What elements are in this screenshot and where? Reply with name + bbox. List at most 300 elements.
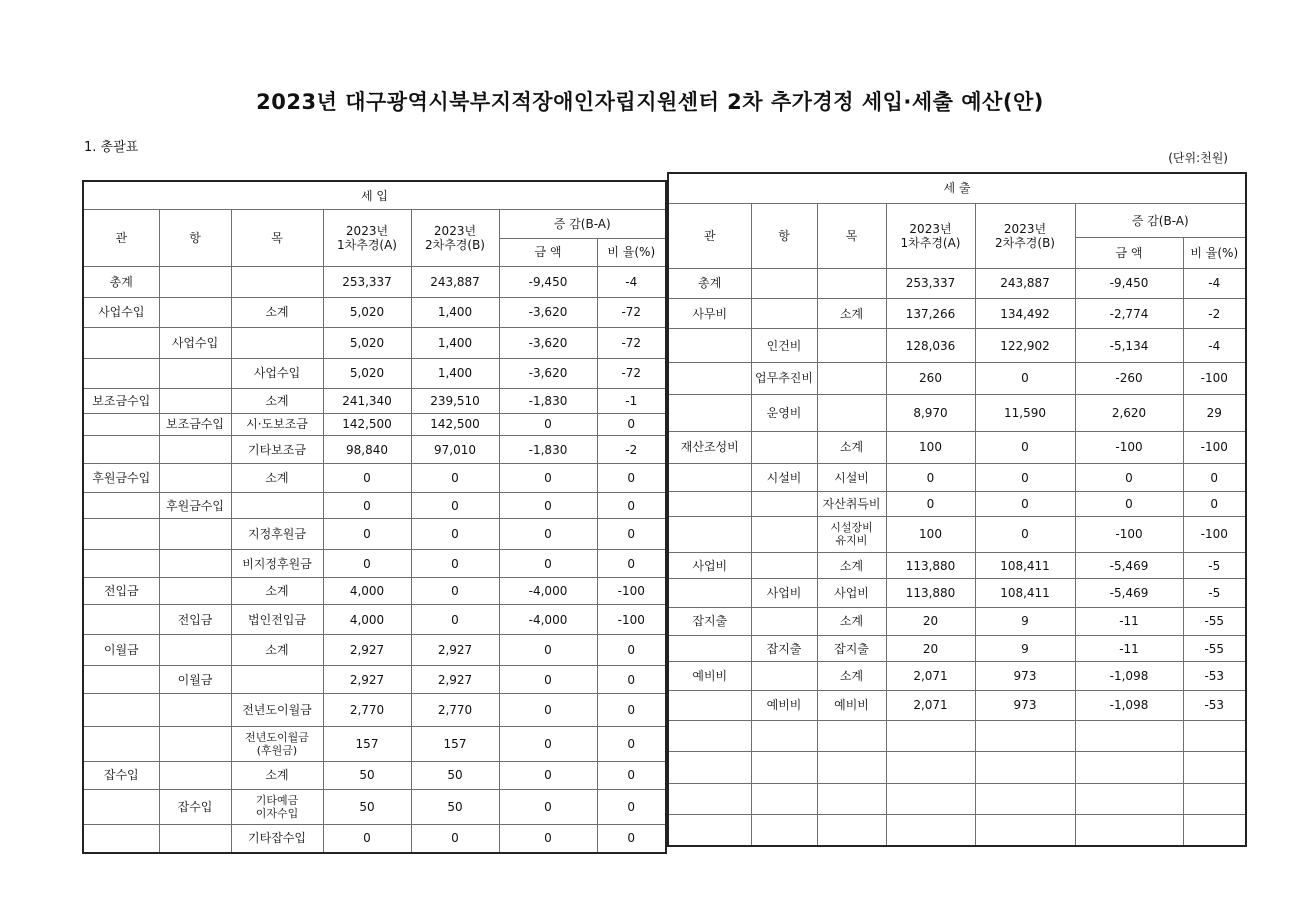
cell-budget-b: 0	[975, 463, 1075, 491]
header-amount: 금 액	[499, 238, 597, 267]
cell-budget-b: 9	[975, 607, 1075, 635]
cell-mok: 소계	[817, 662, 886, 690]
cell-hang	[751, 516, 817, 552]
cell-budget-a: 0	[323, 464, 411, 493]
cell-budget-a: 113,880	[886, 579, 975, 607]
cell-gwan	[83, 790, 159, 825]
cell-rate: -2	[597, 435, 666, 464]
empty-row	[668, 814, 1246, 846]
cell-rate: -55	[1183, 635, 1246, 661]
table-row	[83, 492, 666, 518]
cell-rate: -100	[1183, 362, 1246, 394]
cell-budget-a: 8,970	[886, 395, 975, 431]
cell-hang: 잡지출	[751, 635, 817, 661]
cell-rate: 0	[597, 549, 666, 578]
header-budget-a: 2023년 1차추경(A)	[323, 210, 411, 267]
cell-budget-a: 5,020	[323, 297, 411, 328]
cell-budget-b: 157	[411, 727, 499, 762]
cell-budget-b: 11,590	[975, 395, 1075, 431]
cell-budget-b: 0	[411, 824, 499, 853]
table-row	[668, 607, 1246, 635]
cell-mok: 소계	[817, 552, 886, 578]
cell-budget-a: 137,266	[886, 298, 975, 328]
cell-budget-b: 0	[975, 431, 1075, 463]
cell-budget-b: 2,927	[411, 665, 499, 694]
cell-hang	[751, 662, 817, 690]
expense-section-label: 세 출	[668, 173, 1246, 203]
cell-budget-b: 108,411	[975, 552, 1075, 578]
cell-budget-a: 2,927	[323, 635, 411, 666]
cell-hang	[751, 607, 817, 635]
cell-budget-a: 128,036	[886, 329, 975, 362]
cell-rate: 0	[597, 761, 666, 790]
cell-diff: 0	[499, 665, 597, 694]
cell-rate: -100	[1183, 431, 1246, 463]
table-row	[668, 516, 1246, 552]
cell-hang: 인건비	[751, 329, 817, 362]
cell-diff: -260	[1075, 362, 1183, 394]
cell-rate: -100	[597, 578, 666, 604]
cell-hang	[159, 464, 231, 493]
cell-mok	[817, 268, 886, 298]
cell-budget-b: 0	[411, 492, 499, 518]
cell-rate: -2	[1183, 298, 1246, 328]
table-row	[83, 328, 666, 359]
header-hang: 항	[751, 203, 817, 268]
table-row	[83, 464, 666, 493]
cell-diff: -100	[1075, 431, 1183, 463]
cell-budget-a: 0	[323, 549, 411, 578]
cell-rate: -4	[1183, 329, 1246, 362]
cell-diff: -1,098	[1075, 662, 1183, 690]
cell-gwan: 사업수입	[83, 297, 159, 328]
cell-diff: -2,774	[1075, 298, 1183, 328]
cell-mok: 시설비	[817, 463, 886, 491]
cell-diff: 0	[499, 635, 597, 666]
table-row	[668, 298, 1246, 328]
cell-gwan	[83, 727, 159, 762]
cell-rate: -72	[597, 328, 666, 359]
cell-diff: -1,830	[499, 435, 597, 464]
cell-budget-b: 239,510	[411, 389, 499, 413]
empty-row	[668, 752, 1246, 783]
cell-rate: 0	[597, 790, 666, 825]
cell-budget-b: 0	[975, 492, 1075, 516]
cell-diff: 0	[499, 519, 597, 550]
cell-budget-a: 253,337	[886, 268, 975, 298]
cell-rate: 0	[597, 665, 666, 694]
cell-gwan: 이월금	[83, 635, 159, 666]
cell-hang	[159, 549, 231, 578]
expense-table	[667, 172, 1247, 847]
cell-diff: 0	[499, 413, 597, 435]
cell-budget-b: 9	[975, 635, 1075, 661]
cell-hang	[159, 727, 231, 762]
empty-row	[668, 720, 1246, 751]
cell-gwan	[83, 665, 159, 694]
cell-hang: 업무추진비	[751, 362, 817, 394]
cell-hang	[159, 694, 231, 727]
cell-budget-a: 5,020	[323, 358, 411, 389]
cell-mok: 법인전입금	[231, 604, 323, 635]
cell-hang: 이월금	[159, 665, 231, 694]
cell-rate: -72	[597, 358, 666, 389]
cell-budget-b: 973	[975, 662, 1075, 690]
cell-budget-a: 0	[886, 492, 975, 516]
cell-diff: -1,098	[1075, 690, 1183, 720]
cell-hang	[751, 552, 817, 578]
cell-gwan	[668, 516, 751, 552]
cell-mok: 소계	[231, 578, 323, 604]
cell-hang: 시설비	[751, 463, 817, 491]
cell-gwan	[83, 519, 159, 550]
cell-diff: -3,620	[499, 328, 597, 359]
cell-gwan: 잡수입	[83, 761, 159, 790]
cell-hang: 잡수입	[159, 790, 231, 825]
cell-hang	[159, 824, 231, 853]
cell-mok: 시·도보조금	[231, 413, 323, 435]
cell-budget-b: 97,010	[411, 435, 499, 464]
cell-budget-a: 2,927	[323, 665, 411, 694]
cell-budget-a: 4,000	[323, 604, 411, 635]
table-row	[83, 761, 666, 790]
cell-budget-a: 5,020	[323, 328, 411, 359]
table-row	[83, 694, 666, 727]
cell-mok	[817, 362, 886, 394]
cell-rate: 0	[597, 727, 666, 762]
cell-budget-b: 50	[411, 761, 499, 790]
cell-hang	[159, 578, 231, 604]
cell-mok: 전년도이월금 (후원금)	[231, 727, 323, 762]
cell-gwan: 후원금수입	[83, 464, 159, 493]
cell-mok: 소계	[817, 298, 886, 328]
header-change: 증 감(B-A)	[499, 210, 666, 239]
cell-hang	[751, 431, 817, 463]
cell-diff: -9,450	[1075, 268, 1183, 298]
cell-diff: 0	[499, 464, 597, 493]
cell-budget-a: 100	[886, 516, 975, 552]
cell-mok: 예비비	[817, 690, 886, 720]
cell-mok: 시설장비 유지비	[817, 516, 886, 552]
cell-gwan: 전입금	[83, 578, 159, 604]
cell-diff: -100	[1075, 516, 1183, 552]
cell-gwan: 잡지출	[668, 607, 751, 635]
cell-rate: -4	[1183, 268, 1246, 298]
cell-diff: -9,450	[499, 267, 597, 298]
cell-hang	[159, 761, 231, 790]
cell-hang	[159, 358, 231, 389]
cell-hang	[159, 297, 231, 328]
cell-gwan	[668, 362, 751, 394]
cell-rate: 0	[597, 824, 666, 853]
revenue-section-label: 세 입	[83, 181, 666, 210]
cell-budget-a: 241,340	[323, 389, 411, 413]
cell-hang	[159, 519, 231, 550]
table-row	[668, 362, 1246, 394]
cell-rate: -100	[597, 604, 666, 635]
cell-hang	[159, 435, 231, 464]
cell-rate: 0	[597, 492, 666, 518]
header-gwan: 관	[83, 210, 159, 267]
cell-budget-a: 4,000	[323, 578, 411, 604]
header-rate: 비 율(%)	[597, 238, 666, 267]
cell-rate: -55	[1183, 607, 1246, 635]
cell-budget-b: 2,770	[411, 694, 499, 727]
table-row	[83, 435, 666, 464]
cell-diff: 0	[499, 790, 597, 825]
cell-hang: 예비비	[751, 690, 817, 720]
header-budget-a: 2023년 1차추경(A)	[886, 203, 975, 268]
cell-diff: -3,620	[499, 358, 597, 389]
header-rate: 비 율(%)	[1183, 238, 1246, 268]
cell-hang	[159, 267, 231, 298]
table-row	[83, 635, 666, 666]
cell-budget-b: 0	[975, 362, 1075, 394]
table-row	[83, 549, 666, 578]
cell-rate: -53	[1183, 662, 1246, 690]
cell-gwan	[83, 358, 159, 389]
table-row	[83, 790, 666, 825]
cell-diff: 0	[499, 492, 597, 518]
cell-gwan	[668, 579, 751, 607]
cell-gwan	[668, 635, 751, 661]
cell-rate: 0	[597, 519, 666, 550]
cell-gwan	[83, 824, 159, 853]
cell-diff: 0	[499, 549, 597, 578]
cell-hang: 사업수입	[159, 328, 231, 359]
cell-gwan	[83, 492, 159, 518]
empty-row	[668, 783, 1246, 814]
cell-diff: -1,830	[499, 389, 597, 413]
cell-budget-b: 0	[411, 519, 499, 550]
cell-mok: 소계	[231, 635, 323, 666]
cell-budget-a: 50	[323, 761, 411, 790]
cell-rate: -5	[1183, 579, 1246, 607]
table-row	[668, 552, 1246, 578]
cell-budget-a: 157	[323, 727, 411, 762]
cell-mok	[231, 492, 323, 518]
cell-budget-b: 0	[975, 516, 1075, 552]
cell-diff: 0	[499, 694, 597, 727]
cell-rate: -72	[597, 297, 666, 328]
cell-budget-b: 1,400	[411, 297, 499, 328]
cell-diff: 0	[1075, 492, 1183, 516]
cell-budget-a: 98,840	[323, 435, 411, 464]
table-row	[83, 578, 666, 604]
table-row	[83, 519, 666, 550]
cell-mok: 자산취득비	[817, 492, 886, 516]
table-row	[83, 824, 666, 853]
cell-budget-b: 973	[975, 690, 1075, 720]
page-title: 2023년 대구광역시북부지적장애인자립지원센터 2차 추가경정 세입·세출 예산(안)	[256, 90, 1044, 114]
cell-budget-b: 0	[411, 464, 499, 493]
cell-budget-b: 142,500	[411, 413, 499, 435]
cell-gwan	[83, 328, 159, 359]
table-row	[668, 690, 1246, 720]
table-row	[83, 727, 666, 762]
cell-budget-b: 0	[411, 549, 499, 578]
cell-mok: 지정후원금	[231, 519, 323, 550]
cell-gwan	[83, 435, 159, 464]
cell-rate: 0	[597, 464, 666, 493]
header-hang: 항	[159, 210, 231, 267]
table-row	[83, 267, 666, 298]
table-row	[83, 604, 666, 635]
cell-diff: -5,134	[1075, 329, 1183, 362]
cell-hang: 사업비	[751, 579, 817, 607]
cell-budget-b: 134,492	[975, 298, 1075, 328]
cell-mok	[817, 329, 886, 362]
table-row	[668, 579, 1246, 607]
cell-budget-b: 1,400	[411, 358, 499, 389]
cell-budget-b: 108,411	[975, 579, 1075, 607]
cell-rate: 29	[1183, 395, 1246, 431]
header-budget-b: 2023년 2차추경(B)	[975, 203, 1075, 268]
cell-rate: 0	[597, 635, 666, 666]
cell-budget-a: 142,500	[323, 413, 411, 435]
cell-rate: -5	[1183, 552, 1246, 578]
cell-gwan: 예비비	[668, 662, 751, 690]
cell-rate: -4	[597, 267, 666, 298]
cell-budget-b: 122,902	[975, 329, 1075, 362]
cell-budget-a: 100	[886, 431, 975, 463]
table-row	[668, 662, 1246, 690]
cell-diff: 0	[1075, 463, 1183, 491]
cell-mok	[231, 267, 323, 298]
cell-mok: 기타잡수입	[231, 824, 323, 853]
cell-gwan	[668, 329, 751, 362]
cell-budget-b: 243,887	[411, 267, 499, 298]
cell-rate: -1	[597, 389, 666, 413]
cell-diff: 0	[499, 727, 597, 762]
cell-mok: 소계	[231, 389, 323, 413]
cell-hang	[159, 635, 231, 666]
cell-hang: 보조금수입	[159, 413, 231, 435]
cell-budget-a: 260	[886, 362, 975, 394]
cell-rate: 0	[1183, 492, 1246, 516]
cell-gwan	[668, 463, 751, 491]
table-row	[83, 665, 666, 694]
cell-diff: 0	[499, 761, 597, 790]
cell-rate: -53	[1183, 690, 1246, 720]
cell-gwan	[668, 492, 751, 516]
cell-hang	[159, 389, 231, 413]
cell-budget-a: 0	[323, 824, 411, 853]
table-row	[668, 431, 1246, 463]
header-gwan: 관	[668, 203, 751, 268]
cell-mok	[231, 665, 323, 694]
cell-gwan	[83, 694, 159, 727]
cell-hang	[751, 268, 817, 298]
cell-mok: 사업수입	[231, 358, 323, 389]
cell-budget-a: 113,880	[886, 552, 975, 578]
cell-hang	[751, 298, 817, 328]
cell-diff: -4,000	[499, 604, 597, 635]
cell-rate: 0	[597, 694, 666, 727]
cell-rate: 0	[1183, 463, 1246, 491]
table-row	[668, 395, 1246, 431]
cell-budget-b: 2,927	[411, 635, 499, 666]
table-row	[668, 492, 1246, 516]
cell-budget-a: 0	[886, 463, 975, 491]
section-heading: 1. 총괄표	[84, 140, 139, 155]
cell-mok: 소계	[231, 464, 323, 493]
table-row	[668, 463, 1246, 491]
cell-mok: 기타보조금	[231, 435, 323, 464]
cell-diff: 2,620	[1075, 395, 1183, 431]
cell-budget-a: 50	[323, 790, 411, 825]
cell-gwan	[83, 549, 159, 578]
cell-budget-a: 2,770	[323, 694, 411, 727]
cell-mok: 소계	[817, 607, 886, 635]
cell-budget-a: 0	[323, 519, 411, 550]
cell-gwan: 사무비	[668, 298, 751, 328]
cell-mok: 사업비	[817, 579, 886, 607]
cell-budget-a: 0	[323, 492, 411, 518]
cell-gwan: 재산조성비	[668, 431, 751, 463]
cell-gwan	[83, 413, 159, 435]
cell-diff: -11	[1075, 635, 1183, 661]
cell-gwan: 총계	[83, 267, 159, 298]
header-budget-b: 2023년 2차추경(B)	[411, 210, 499, 267]
cell-diff: -5,469	[1075, 579, 1183, 607]
table-row	[668, 268, 1246, 298]
cell-diff: -11	[1075, 607, 1183, 635]
cell-budget-a: 253,337	[323, 267, 411, 298]
cell-diff: -3,620	[499, 297, 597, 328]
header-amount: 금 액	[1075, 238, 1183, 268]
cell-mok	[817, 395, 886, 431]
header-change: 증 감(B-A)	[1075, 203, 1246, 237]
cell-budget-a: 20	[886, 635, 975, 661]
cell-hang	[751, 492, 817, 516]
cell-budget-b: 50	[411, 790, 499, 825]
cell-mok: 비지정후원금	[231, 549, 323, 578]
table-row	[83, 413, 666, 435]
header-mok: 목	[231, 210, 323, 267]
cell-mok: 소계	[231, 297, 323, 328]
cell-rate: 0	[597, 413, 666, 435]
cell-mok: 기타예금 이자수입	[231, 790, 323, 825]
cell-budget-a: 2,071	[886, 662, 975, 690]
cell-mok: 전년도이월금	[231, 694, 323, 727]
cell-budget-a: 2,071	[886, 690, 975, 720]
cell-diff: -4,000	[499, 578, 597, 604]
cell-hang: 전입금	[159, 604, 231, 635]
cell-mok: 잡지출	[817, 635, 886, 661]
cell-diff: 0	[499, 824, 597, 853]
unit-label: (단위:천원)	[1168, 151, 1228, 165]
header-mok: 목	[817, 203, 886, 268]
table-row	[668, 635, 1246, 661]
cell-budget-b: 0	[411, 604, 499, 635]
table-row	[83, 358, 666, 389]
cell-gwan: 보조금수입	[83, 389, 159, 413]
cell-rate: -100	[1183, 516, 1246, 552]
cell-hang: 후원금수입	[159, 492, 231, 518]
cell-budget-b: 1,400	[411, 328, 499, 359]
table-row	[83, 389, 666, 413]
cell-gwan	[668, 690, 751, 720]
cell-gwan: 총계	[668, 268, 751, 298]
cell-gwan	[83, 604, 159, 635]
table-row	[668, 329, 1246, 362]
revenue-table	[82, 180, 667, 854]
cell-budget-b: 243,887	[975, 268, 1075, 298]
cell-hang: 운영비	[751, 395, 817, 431]
cell-gwan	[668, 395, 751, 431]
cell-mok: 소계	[231, 761, 323, 790]
